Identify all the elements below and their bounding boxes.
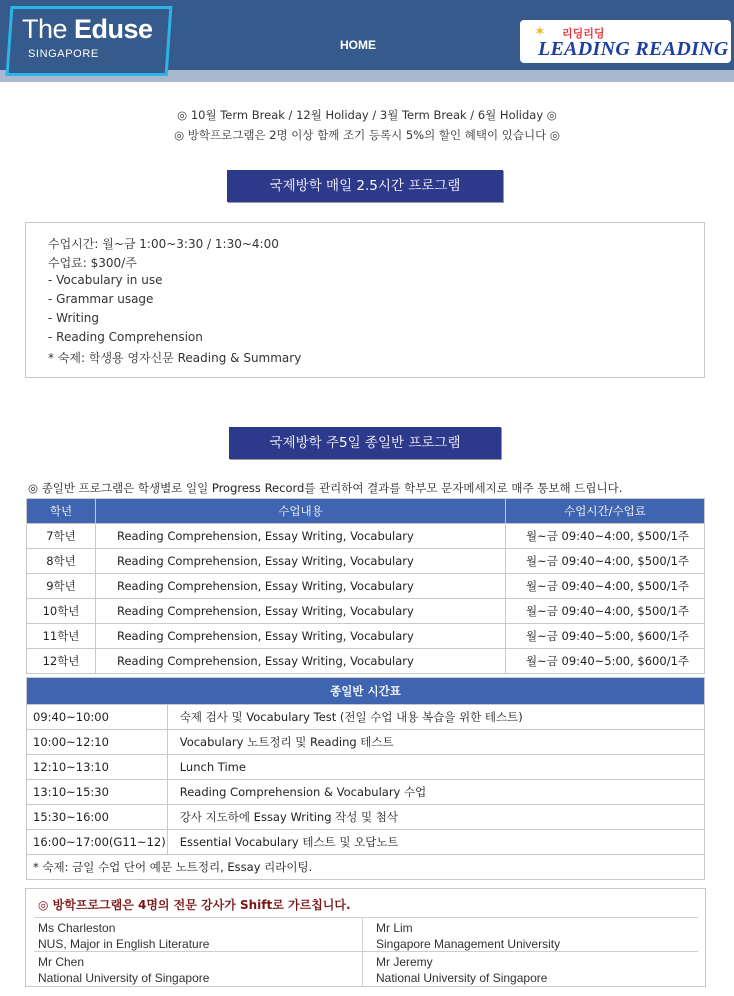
program1-line: - Writing (48, 311, 99, 325)
teacher-school: National University of Singapore (376, 971, 548, 985)
cell-grade: 12학년 (27, 649, 96, 674)
grade-table (26, 498, 705, 674)
cell-grade: 9학년 (27, 574, 96, 599)
teacher-name: Mr Jeremy (376, 955, 433, 969)
program2-description: ◎ 종일반 프로그램은 학생별로 일일 Progress Record를 관리하여 결과를 학부모 문자메세지로 매주 통보해 드립니다. (28, 481, 623, 495)
teacher-card (376, 954, 547, 986)
cell-task: 강사 지도하에 Essay Writing 작성 및 첨삭 (167, 805, 704, 830)
table-header-row (27, 499, 705, 524)
table-row (27, 574, 705, 599)
program1-line: 수업료: $300/주 (48, 256, 137, 270)
table-row (27, 549, 705, 574)
program1-box (25, 222, 705, 378)
rr-logo-korean: 리딩리딩 (562, 27, 605, 40)
cell-content: Reading Comprehension, Essay Writing, Vocabulary (96, 549, 506, 574)
cell-slot: 13:10~15:30 (27, 780, 168, 805)
cell-task: Vocabulary 노트정리 및 Reading 테스트 (167, 730, 704, 755)
cell-grade: 7학년 (27, 524, 96, 549)
teachers-heading: ◎ 방학프로그램은 4명의 전문 강사가 Shift로 가르칩니다. (38, 898, 351, 912)
program1-line: - Vocabulary in use (48, 273, 163, 287)
table-row (27, 649, 705, 674)
teacher-name: Mr Lim (376, 921, 413, 935)
divider (362, 917, 363, 987)
cell-slot: 09:40~10:00 (27, 705, 168, 730)
cell-content: Reading Comprehension, Essay Writing, Vocabulary (96, 574, 506, 599)
teacher-card (38, 920, 209, 952)
eduse-logo[interactable] (22, 14, 153, 45)
teacher-name: Ms Charleston (38, 921, 116, 935)
schedule-note-row (27, 855, 705, 880)
program1-line: - Grammar usage (48, 292, 154, 306)
cell-slot: 15:30~16:00 (27, 805, 168, 830)
cell-task: Reading Comprehension & Vocabulary 수업 (167, 780, 704, 805)
divider (34, 917, 698, 918)
homework-note: * 숙제: 금일 수업 단어 예문 노트정리, Essay 리라이팅. (27, 855, 705, 880)
schedule-title: 종일반 시간표 (27, 678, 705, 705)
table-row (27, 805, 705, 830)
program1-title: 국제방학 매일 2.5시간 프로그램 (227, 170, 503, 202)
teachers-box (25, 888, 706, 987)
logo-eduse: Eduse (74, 14, 153, 44)
teacher-school: National University of Singapore (38, 971, 210, 985)
cell-time-fee: 월~금 09:40~5:00, $600/1주 (506, 649, 705, 674)
cell-content: Reading Comprehension, Essay Writing, Vocabulary (96, 599, 506, 624)
table-row (27, 524, 705, 549)
teacher-school: Singapore Management University (376, 937, 561, 951)
cell-slot: 16:00~17:00(G11~12) (27, 830, 168, 855)
col-time-fee: 수업시간/수업료 (506, 499, 705, 524)
cell-content: Reading Comprehension, Essay Writing, Vocabulary (96, 524, 506, 549)
logo-the: The (22, 14, 68, 44)
teacher-school: NUS, Major in English Literature (38, 937, 210, 951)
cell-slot: 10:00~12:10 (27, 730, 168, 755)
program1-line: - Reading Comprehension (48, 330, 203, 344)
teacher-name: Mr Chen (38, 955, 85, 969)
nav-home-link[interactable]: HOME (340, 38, 376, 52)
program1-line: * 숙제: 학생용 영자신문 Reading & Summary (48, 351, 302, 365)
col-grade: 학년 (27, 499, 96, 524)
table-row (27, 624, 705, 649)
cell-time-fee: 월~금 09:40~4:00, $500/1주 (506, 549, 705, 574)
col-content: 수업내용 (96, 499, 506, 524)
cell-grade: 11학년 (27, 624, 96, 649)
cell-task: 숙제 검사 및 Vocabulary Test (전일 수업 내용 복습을 위한 테스트) (167, 705, 704, 730)
program1-line: 수업시간: 월~금 1:00~3:30 / 1:30~4:00 (48, 237, 279, 251)
cell-task: Essential Vocabulary 테스트 및 오답노트 (167, 830, 704, 855)
cell-time-fee: 월~금 09:40~4:00, $500/1주 (506, 599, 705, 624)
table-row (27, 705, 705, 730)
cell-time-fee: 월~금 09:40~4:00, $500/1주 (506, 524, 705, 549)
schedule-header-row (27, 678, 705, 705)
cell-task: Lunch Time (167, 755, 704, 780)
teacher-card (376, 920, 560, 952)
notice-discount: ◎ 방학프로그램은 2명 이상 함께 조기 등록시 5%의 할인 혜택이 있습니다 ◎ (174, 128, 560, 142)
cell-grade: 8학년 (27, 549, 96, 574)
logo-subtitle: SINGAPORE (28, 48, 99, 60)
teacher-card (38, 954, 209, 986)
cell-time-fee: 월~금 09:40~4:00, $500/1주 (506, 574, 705, 599)
table-row (27, 599, 705, 624)
cell-time-fee: 월~금 09:40~5:00, $600/1주 (506, 624, 705, 649)
notice-holidays: ◎ 10월 Term Break / 12월 Holiday / 3월 Term Break / 6월 Holiday ◎ (177, 108, 557, 122)
cell-content: Reading Comprehension, Essay Writing, Vocabulary (96, 649, 506, 674)
table-row (27, 780, 705, 805)
book-icon: ✶ (534, 24, 546, 40)
table-row (27, 830, 705, 855)
rr-logo-text: LEADING READING (538, 38, 729, 60)
program2-title: 국제방학 주5일 종일반 프로그램 (229, 427, 501, 459)
table-row (27, 755, 705, 780)
cell-grade: 10학년 (27, 599, 96, 624)
schedule-table (26, 677, 705, 880)
cell-content: Reading Comprehension, Essay Writing, Vocabulary (96, 624, 506, 649)
table-row (27, 730, 705, 755)
cell-slot: 12:10~13:10 (27, 755, 168, 780)
